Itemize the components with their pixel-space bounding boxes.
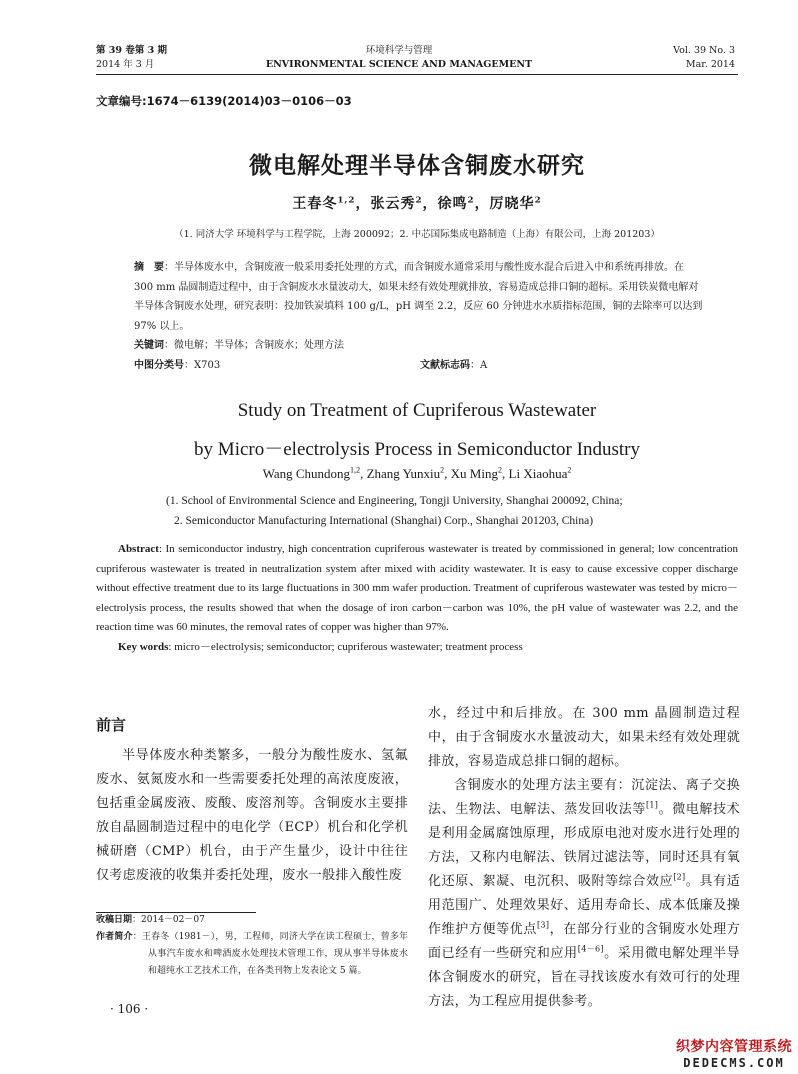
header-journal: [250, 44, 548, 72]
received-label: 收稿日期: [96, 915, 133, 925]
abstract-cn-body: [134, 258, 704, 336]
para2-part3: 。具有适用范围广、处理效果好、适用寿命长、成本低廉及操作维护方便等优点: [428, 874, 741, 937]
clc-value: ：X703: [184, 359, 221, 371]
header-journal-en: ENVIRONMENTAL SCIENCE AND MANAGEMENT: [265, 59, 533, 70]
author-2-en: , Zhang Yunxiu: [360, 466, 441, 481]
para2-part2: 。微电解技术是利用金属腐蚀原理，形成原电池对废水进行处理的方法，又称内电解法、铁屑过滤法等，同时还具有氧化还原、絮凝、电沉积、吸附等综合效应: [428, 802, 740, 889]
affiliation-en: [166, 491, 726, 531]
left-column-paragraph: 半导体废水种类繁多，一般分为酸性废水、氢氟废水、氨氮废水和一些需要委托处理的高浓度废液，包括重金属废液、废酸、废溶剂等。含铜废水主要排放自晶圆制造过程中的电化学（ECP）机台和化学机械研磨（CMP）机台，由于产生量少，设计中往往仅考虑废液的收集并委托处理，废水一般排入酸性废: [96, 748, 408, 883]
right-column-paragraph-1: 水，经过中和后排放。在 300 mm 晶圆制造过程中，由于含铜废水水量波动大，如果未经有效处理就排放，容易造成总排口铜的超标。: [428, 706, 740, 769]
bio-label: 作者简介: [96, 932, 133, 942]
header-vol-en: [673, 44, 735, 72]
header-volume: [96, 44, 167, 72]
doc-value: ：A: [470, 359, 488, 371]
watermark-line2: DEDECMS.COM: [683, 1056, 785, 1070]
abstract-en-body: [96, 540, 738, 638]
section-title-preface: 前言: [96, 716, 127, 734]
author-3-sup: 2: [467, 195, 475, 206]
keywords-en: [96, 638, 738, 658]
para2-part4: ，在部分行业的含铜废水处理方面已经有一些研究和应用: [428, 922, 741, 961]
citation-2: [2]: [673, 872, 686, 882]
keywords-en-label: Key words: [118, 640, 169, 653]
citation-4-6: [4－6]: [577, 944, 604, 954]
author-3-en-sup: 2: [497, 465, 503, 475]
author-3-en: , Xu Ming: [444, 466, 498, 481]
title-cn: 微电解处理半导体含铜废水研究: [249, 153, 585, 179]
header-month: Mar. 2014: [685, 59, 735, 70]
author-1-cn: 王春冬: [292, 196, 338, 212]
header-vol-no: Vol. 39 No. 3: [673, 45, 735, 56]
header-rule: [96, 74, 738, 75]
author-3-cn: ，徐鸣: [422, 196, 468, 212]
author-4-en-sup: 2: [567, 465, 572, 475]
para2-part1: 含铜废水的处理方法主要有：沉淀法、离子交换法、生物法、电解法、蒸发回收法等: [428, 778, 740, 817]
author-1-sup: 1,2: [337, 195, 356, 206]
keywords-cn-text: ：微电解；半导体；含铜废水；处理方法: [164, 340, 344, 351]
author-4-sup: 2: [534, 195, 542, 206]
doc-code: [420, 356, 487, 376]
citation-3: [3]: [536, 920, 550, 930]
doc-label: 文献标志码: [420, 359, 470, 371]
classification-row: [134, 356, 704, 376]
right-column: [428, 702, 740, 1014]
received-date: [96, 912, 408, 929]
title-en-line2: by Micro－electrolysis Process in Semiconductor Industry: [194, 439, 640, 460]
clc-label: 中图分类号: [134, 359, 184, 371]
authors-en: [96, 466, 738, 482]
abstract-cn-text: ：半导体废水中，含铜废液一般采用委托处理的方式，而含铜废水通常采用与酸性废水混合后进入中和系统再排放。在 300 mm 晶圆制造过程中，由于含铜废水水量波动大，如果未经有效处理就排放，容易造成总排口铜的超标。采用铁炭微电解对半导体含铜废水处理，研究表明：投加铁炭填料 100 g/L，pH 调至 2.2，反应 60 分钟进水水质指标范围，铜的去除率可以达到 97% 以上。: [134, 262, 703, 332]
affiliation-en-1: (1. School of Environmental Science and Engineering, Tongji University, Shanghai 200092, China;: [166, 495, 623, 507]
author-4-cn: ，厉晓华: [474, 196, 535, 212]
abstract-cn-label: 摘 要: [134, 262, 164, 273]
affiliation-cn: （1. 同济大学 环境科学与工程学院，上海 200092；2. 中芯国际集成电路制造（上海）有限公司，上海 201203）: [174, 229, 660, 240]
abstract-cn: [134, 258, 704, 376]
watermark: [676, 1036, 792, 1070]
para2-part5: 。采用微电解处理半导体含铜废水的研究，旨在寻找该废水有效可行的处理方法，为工程应用提供参考。: [428, 946, 740, 1009]
keywords-en-text: : micro－electrolysis; semiconductor; cupriferous wastewater; treatment process: [168, 640, 523, 653]
authors-cn: [96, 193, 738, 213]
abstract-en-label: Abstract: [118, 543, 159, 555]
page-number: · 106 ·: [110, 1002, 149, 1016]
footnote: [96, 912, 408, 980]
keywords-cn: [134, 336, 704, 356]
affiliation-en-2: 2. Semiconductor Manufacturing International (Shanghai) Corp., Shanghai 201203, China): [174, 515, 594, 527]
received-value: ：2014－02－07: [132, 915, 205, 925]
author-bio: [96, 929, 408, 980]
header-journal-cn: 环境科学与管理: [365, 45, 433, 56]
keywords-cn-label: 关键词: [134, 340, 164, 351]
author-2-en-sup: 2: [440, 465, 445, 475]
author-4-en: , Li Xiaohua: [502, 466, 568, 481]
author-2-sup: 2: [415, 195, 423, 206]
abstract-en: [96, 540, 738, 657]
author-2-cn: ，张云秀: [355, 196, 416, 212]
bio-text: ：王春冬（1981－），男，工程师，同济大学在读工程硕士，曾多年从事汽车废水和啤酒废水处理技术管理工作，现从事半导体废水和超纯水工艺技术工作，在各类刊物上发表论文 5 篇。: [132, 932, 408, 976]
author-1-en-sup: 1,2: [350, 465, 361, 475]
right-column-paragraph-2: [428, 774, 740, 1014]
header-date: 2014 年 3 月: [96, 59, 155, 70]
watermark-line1: 织梦内容管理系统: [676, 1039, 792, 1055]
author-1-en: Wang Chundong: [262, 466, 351, 481]
abstract-en-text: : In semiconductor industry, high concentration cupriferous wastewater is treated by commissioned in general; low concentration cupriferous wastewater is treated in neutralization system after mixed with acidity wastewater. It is easy to cause excessive copper discharge without effective treatment due to its large fluctuations in 300 mm wafer production. Treatment of cupriferous wastewater was tested by micro－electrolysis process, the results showed that when the dosage of iron carbon－carbon was 10%, the pH value of wastewater was 2.2, and the reaction time was 60 minutes, the removal rates of copper was higher than 97%.: [96, 543, 738, 633]
citation-1: [1]: [645, 800, 659, 810]
clc-code: [134, 356, 220, 376]
title-en-line1: Study on Treatment of Cupriferous Wastewater: [237, 400, 597, 421]
article-number: 文章编号:1674－6139(2014)03－0106－03: [96, 94, 352, 108]
header-volume-issue: 第 39 卷第 3 期: [96, 45, 168, 56]
